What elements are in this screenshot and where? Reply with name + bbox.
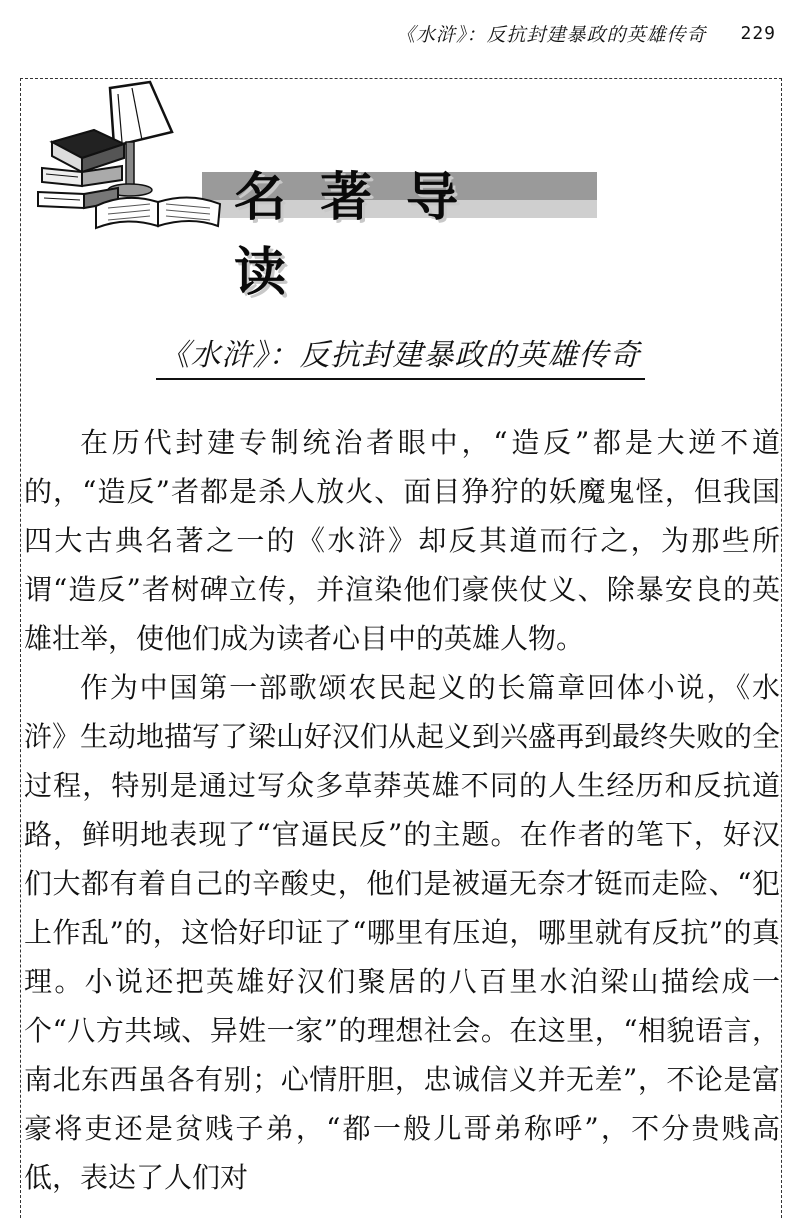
paragraph-1: 在历代封建专制统治者眼中，“造反”都是大逆不道的，“造反”者都是杀人放火、面目狰狞的妖魔鬼怪，但我国四大古典名著之一的《水浒》却反其道而行之，为那些所谓“造反”者树碑立传，并渲染他们豪侠仗义、除暴安良的英雄壮举，使他们成为读者心目中的英雄人物。 bbox=[24, 426, 780, 655]
article-title-wrap bbox=[0, 330, 800, 380]
running-title: 《水浒》：反抗封建暴政的英雄传奇 bbox=[395, 23, 707, 46]
paragraph-2: 作为中国第一部歌颂农民起义的长篇章回体小说，《水浒》生动地描写了梁山好汉们从起义到兴盛再到最终失败的全过程，特别是通过写众多草莽英雄不同的人生经历和反抗道路，鲜明地表现了“官逼民反”的主题。在作者的笔下，好汉们大都有着自己的辛酸史，他们是被逼无奈才铤而走险、“犯上作乱”的，这恰好印证了“哪里有压迫，哪里就有反抗”的真理。小说还把英雄好汉们聚居的八百里水泊梁山描绘成一个“八方共域、异姓一家”的理想社会。在这里，“相貌语言，南北东西虽各有别；心情肝胆，忠诚信义并无差”，不论是富豪将吏还是贫贱子弟，“都一般儿哥弟称呼”，不分贵贱高低，表达了人们对 bbox=[24, 671, 781, 1194]
book-stack-icon bbox=[38, 130, 124, 208]
article-body bbox=[24, 418, 780, 1202]
page-number: 229 bbox=[740, 22, 776, 44]
section-banner bbox=[22, 80, 582, 303]
open-book-icon bbox=[96, 197, 220, 228]
banner-title: 名著导读 bbox=[234, 167, 493, 303]
running-header bbox=[300, 18, 776, 48]
lamp-books-illustration bbox=[22, 80, 237, 230]
article-title: 《水浒》：反抗封建暴政的英雄传奇 bbox=[156, 330, 645, 380]
